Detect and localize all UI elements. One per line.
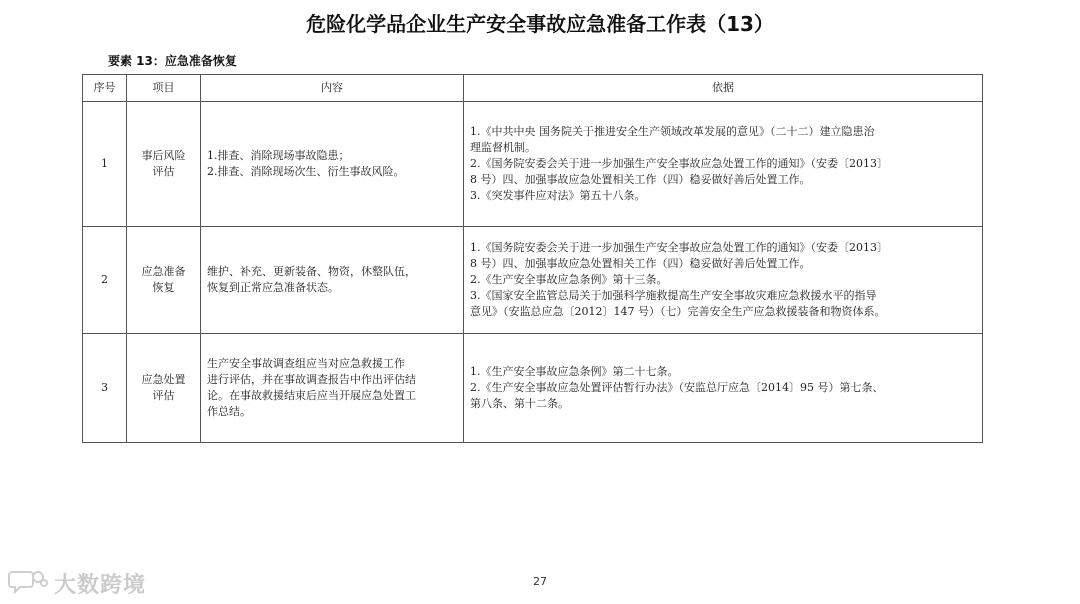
element-subtitle: 要素 13：应急准备恢复 <box>108 54 237 68</box>
content-line: 恢复到正常应急准备状态。 <box>207 281 339 294</box>
row-content <box>201 227 464 334</box>
item-line: 评估 <box>152 165 175 178</box>
item-line: 应急处置 <box>141 373 186 386</box>
basis-line: 理监督机制。 <box>470 141 536 154</box>
basis-line: 2.《国务院安委会关于进一步加强生产安全事故应急处置工作的通知》（安委〔2013〕 <box>470 157 888 170</box>
content-line: 论。在事故救援结束后应当开展应急处置工 <box>207 389 416 402</box>
row-item <box>127 227 201 334</box>
row-basis <box>464 102 983 227</box>
row-basis <box>464 334 983 443</box>
content-line: 维护、补充、更新装备、物资，休整队伍， <box>207 265 416 278</box>
header-no: 序号 <box>83 75 127 102</box>
table-header-row <box>83 75 983 102</box>
row-item <box>127 334 201 443</box>
table-row <box>83 102 983 227</box>
content-line: 2.排查、消除现场次生、衍生事故风险。 <box>207 165 405 178</box>
chat-bubble-logo-icon <box>8 569 48 599</box>
item-line: 事后风险 <box>141 149 186 162</box>
basis-line: 3.《突发事件应对法》第五十八条。 <box>470 189 646 202</box>
page-number: 27 <box>533 575 547 588</box>
table-row <box>83 334 983 443</box>
header-item: 项目 <box>127 75 201 102</box>
row-content <box>201 102 464 227</box>
basis-line: 1.《中共中央 国务院关于推进安全生产领域改革发展的意见》（二十二）建立隐患治 <box>470 125 875 138</box>
row-number: 2 <box>83 227 127 334</box>
basis-line: 意见》（安监总应急〔2012〕147 号）（七）完善安全生产应急救援装备和物资体系。 <box>470 305 886 318</box>
content-line: 生产安全事故调查组应当对应急救援工作 <box>207 357 405 370</box>
content-line: 进行评估，并在事故调查报告中作出评估结 <box>207 373 416 386</box>
row-number: 1 <box>83 102 127 227</box>
item-line: 恢复 <box>152 281 175 294</box>
row-number: 3 <box>83 334 127 443</box>
row-item <box>127 102 201 227</box>
header-content: 内容 <box>201 75 464 102</box>
item-line: 应急准备 <box>141 265 186 278</box>
content-line: 1.排查、消除现场事故隐患； <box>207 149 350 162</box>
basis-line: 1.《生产安全事故应急条例》第二十七条。 <box>470 365 679 378</box>
header-basis: 依据 <box>464 75 983 102</box>
page-title: 危险化学品企业生产安全事故应急准备工作表（13） <box>306 12 774 36</box>
watermark-text: 大数跨境 <box>54 573 147 598</box>
watermark <box>8 568 146 599</box>
basis-line: 8 号）四、加强事故应急处置相关工作（四）稳妥做好善后处置工作。 <box>470 173 811 186</box>
basis-line: 2.《生产安全事故应急处置评估暂行办法》（安监总厅应急〔2014〕95 号）第七条、 <box>470 381 884 394</box>
basis-line: 1.《国务院安委会关于进一步加强生产安全事故应急处置工作的通知》（安委〔2013〕 <box>470 241 888 254</box>
item-line: 评估 <box>152 389 175 402</box>
row-basis <box>464 227 983 334</box>
table-row <box>83 227 983 334</box>
row-content <box>201 334 464 443</box>
basis-line: 2.《生产安全事故应急条例》第十三条。 <box>470 273 668 286</box>
basis-line: 8 号）四、加强事故应急处置相关工作（四）稳妥做好善后处置工作。 <box>470 257 811 270</box>
basis-line: 第八条、第十二条。 <box>470 397 569 410</box>
content-line: 作总结。 <box>207 405 251 418</box>
basis-line: 3.《国家安全监管总局关于加强科学施救提高生产安全事故灾难应急救援水平的指导 <box>470 289 877 302</box>
preparedness-table <box>82 74 983 443</box>
